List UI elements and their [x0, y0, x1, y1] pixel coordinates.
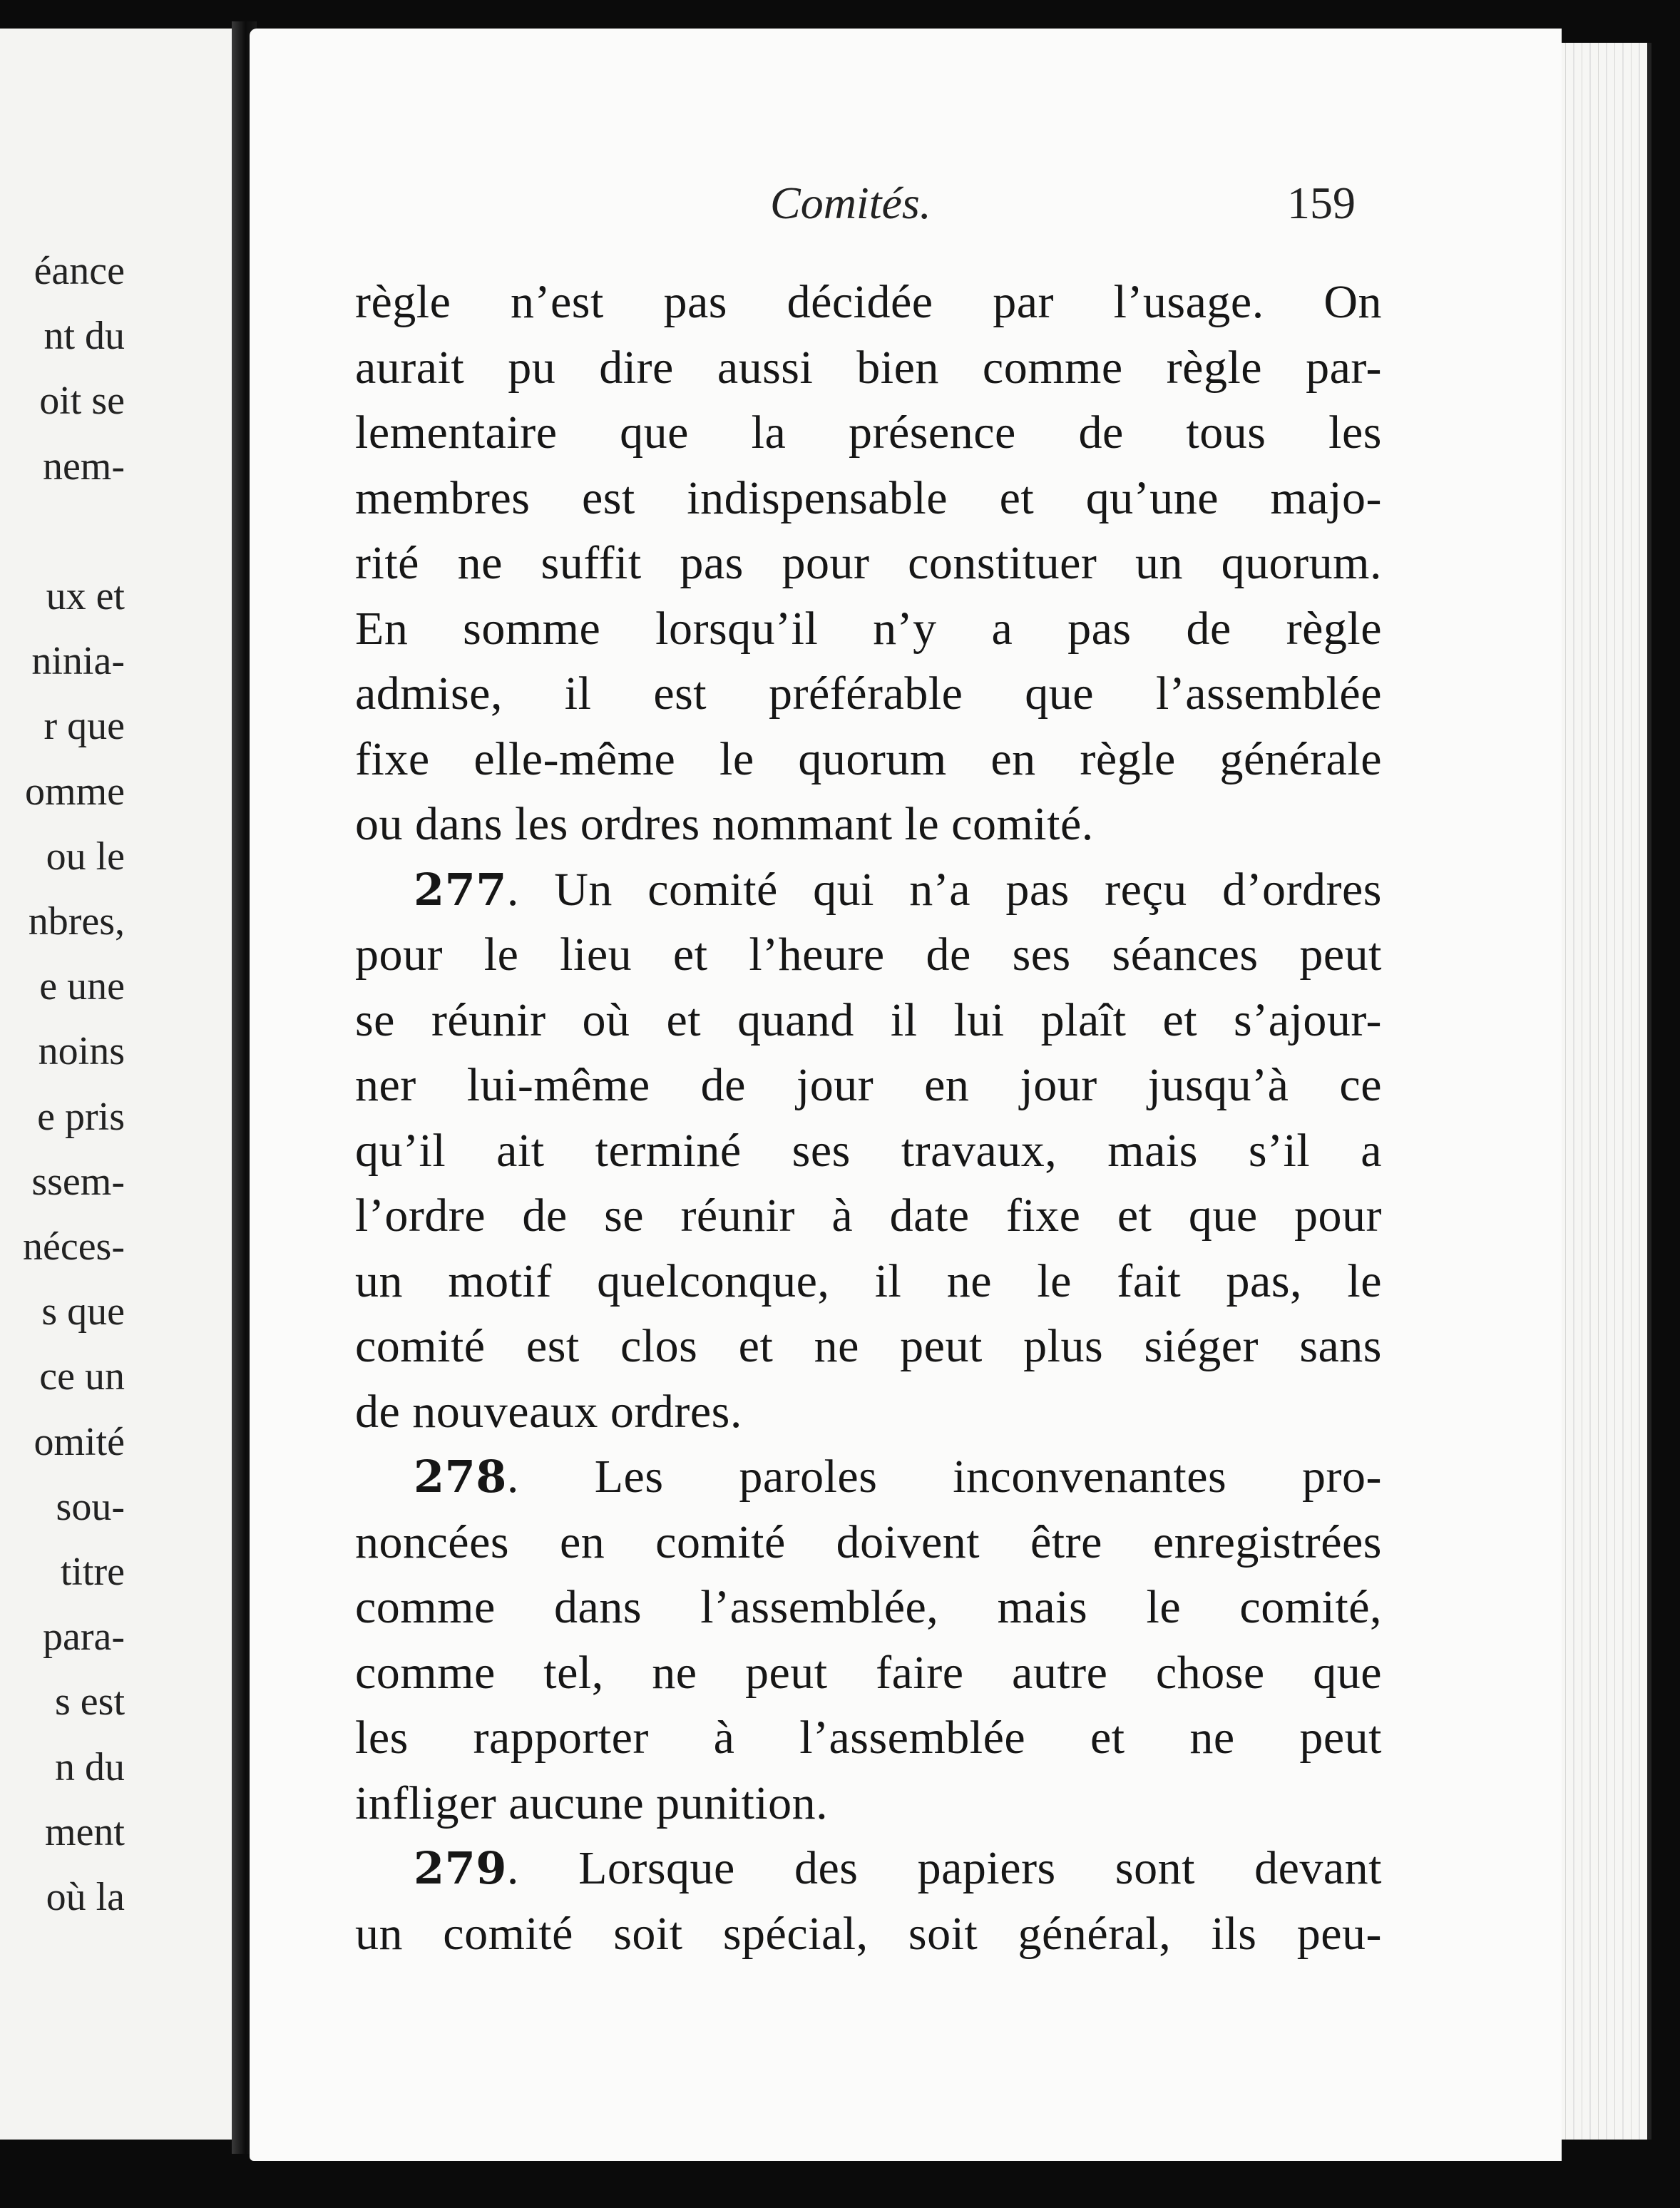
- left-page-line: nbres,: [28, 899, 125, 944]
- text-line: [355, 922, 1382, 988]
- text-line: [355, 270, 1382, 335]
- line-text: rité ne suffit pas pour constituer un quorum.: [355, 537, 1382, 589]
- paragraph-number: 277: [414, 863, 507, 916]
- page: [250, 29, 1562, 2161]
- left-page-line: nem-: [42, 444, 125, 489]
- left-page-line: ssem-: [31, 1159, 125, 1204]
- previous-page-fragment: [0, 29, 232, 2140]
- line-text: aurait pu dire aussi bien comme règle par-: [355, 341, 1382, 394]
- text-line: [355, 1640, 1382, 1706]
- running-header: [250, 153, 1562, 239]
- running-title: Comités.: [770, 178, 931, 228]
- line-text: les rapporter à l’assemblée et ne peut: [355, 1712, 1382, 1764]
- left-page-line: r que: [43, 704, 125, 749]
- left-page-line: omité: [34, 1419, 125, 1464]
- text-line: [355, 1901, 1382, 1967]
- text-line: [355, 1314, 1382, 1379]
- text-line: [355, 1575, 1382, 1640]
- text-line: [355, 1836, 1382, 1901]
- line-text: comme tel, ne peut faire autre chose que: [355, 1646, 1382, 1699]
- left-page-line: para-: [42, 1615, 125, 1660]
- left-page-line: n du: [55, 1744, 125, 1789]
- left-page-line: néces-: [22, 1225, 125, 1269]
- line-text: . Les paroles inconvenantes pro-: [506, 1451, 1382, 1503]
- text-line: [355, 1705, 1382, 1771]
- text-line: [355, 1510, 1382, 1575]
- line-text: de nouveaux ordres.: [355, 1385, 742, 1438]
- text-line: [355, 1771, 1382, 1836]
- line-text: ner lui-même de jour en jour jusqu’à ce: [355, 1059, 1382, 1111]
- line-text: ou dans les ordres nommant le comité.: [355, 798, 1094, 850]
- line-text: lementaire que la présence de tous les: [355, 407, 1382, 459]
- line-text: comité est clos et ne peut plus siéger sans: [355, 1320, 1382, 1372]
- line-text: membres est indispensable et qu’une majo-: [355, 471, 1382, 524]
- text-line: [355, 1379, 1382, 1445]
- line-text: . Un comité qui n’a pas reçu d’ordres: [506, 863, 1382, 916]
- text-line: [355, 857, 1382, 923]
- text-line: [355, 1444, 1382, 1510]
- text-line: [355, 792, 1382, 857]
- left-page-line: éance: [34, 249, 125, 293]
- line-text: infliger aucune punition.: [355, 1777, 829, 1829]
- line-text: comme dans l’assemblée, mais le comité,: [355, 1581, 1382, 1633]
- left-page-line: ou le: [46, 834, 125, 879]
- left-page-line: ninia-: [31, 639, 125, 684]
- left-page-line: ux et: [46, 574, 125, 618]
- line-text: noncées en comité doivent être enregistrées: [355, 1516, 1382, 1568]
- page-number: 159: [1287, 178, 1356, 228]
- text-line: [355, 661, 1382, 727]
- text-line: [355, 466, 1382, 531]
- line-text: qu’il ait terminé ses travaux, mais s’il a: [355, 1124, 1382, 1177]
- line-text: un motif quelconque, il ne le fait pas, le: [355, 1254, 1382, 1307]
- left-page-line: où la: [46, 1875, 125, 1919]
- left-page-line: e une: [39, 964, 125, 1009]
- line-text: l’ordre de se réunir à date fixe et que pour: [355, 1190, 1382, 1242]
- text-line: [355, 335, 1382, 401]
- left-page-line: ce un: [39, 1354, 125, 1399]
- left-page-line: noins: [38, 1029, 125, 1074]
- text-line: [355, 988, 1382, 1053]
- line-text: En somme lorsqu’il n’y a pas de règle: [355, 602, 1382, 655]
- text-line: [355, 1249, 1382, 1314]
- left-page-line: oit se: [39, 379, 125, 424]
- left-page-line: titre: [60, 1550, 125, 1594]
- left-page-line: s est: [55, 1680, 125, 1724]
- paragraph-number: 279: [414, 1842, 507, 1894]
- text-line: [355, 531, 1382, 596]
- paragraph-number: 278: [414, 1451, 507, 1503]
- line-text: . Lorsque des papiers sont devant: [506, 1842, 1382, 1894]
- line-text: admise, il est préférable que l’assemblée: [355, 668, 1382, 720]
- left-page-line: omme: [25, 769, 125, 814]
- left-page-line: sou-: [56, 1484, 125, 1529]
- text-line: [355, 1118, 1382, 1184]
- text-line: [355, 1183, 1382, 1249]
- left-page-line: e pris: [37, 1094, 125, 1139]
- left-page-line: nt du: [43, 314, 125, 359]
- line-text: un comité soit spécial, soit général, ils peu-: [355, 1907, 1382, 1960]
- text-line: [355, 400, 1382, 466]
- text-line: [355, 596, 1382, 662]
- body-text: [355, 270, 1382, 1966]
- text-line: [355, 1053, 1382, 1118]
- left-page-line: s que: [41, 1289, 125, 1334]
- line-text: fixe elle-même le quorum en règle générale: [355, 732, 1382, 785]
- text-line: [355, 727, 1382, 792]
- line-text: pour le lieu et l’heure de ses séances peut: [355, 929, 1382, 981]
- line-text: règle n’est pas décidée par l’usage. On: [355, 276, 1382, 328]
- left-page-line: ment: [45, 1809, 125, 1854]
- line-text: se réunir où et quand il lui plaît et s’ajour-: [355, 993, 1382, 1046]
